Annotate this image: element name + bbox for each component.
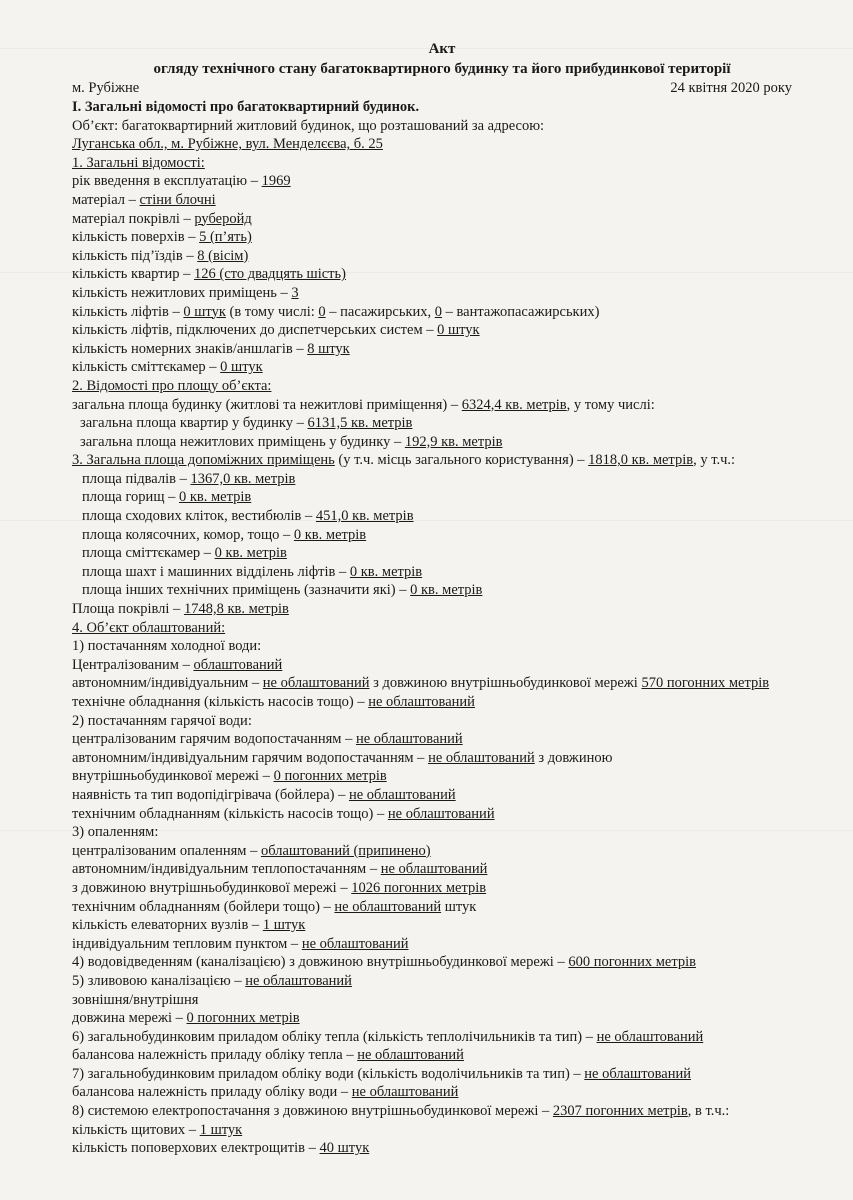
nonresidential-row: кількість нежитлових приміщень – 3 (72, 284, 299, 301)
heat-network-row: з довжиною внутрішньобудинкової мережі – 1026 погонних метрів (72, 879, 487, 896)
nonres-area-row: загальна площа нежитлових приміщень у будинку – 192,9 кв. метрів (80, 433, 503, 450)
cold-auto-row: автономним/індивідуальним – не облаштований з довжиною внутрішньобудинкової мережі 570 погонних метрів (72, 675, 770, 692)
general-heading: 1. Загальні відомості: (72, 154, 205, 171)
place-date-row (72, 79, 812, 98)
number-signs-row: кількість номерних знаків/аншлагів – 8 штук (72, 340, 350, 357)
electric-row: 8) системою електропостачання з довжиною внутрішньобудинкової мережі – 2307 погонних метрів, в т.ч.: (72, 1103, 730, 1120)
itp-row: індивідуальним тепловим пунктом – не облаштований (72, 935, 409, 952)
shafts-area-row: площа шахт і машинних відділень ліфтів – 0 кв. метрів (82, 563, 423, 580)
entrances-row: кількість під’їздів – 8 (вісім) (72, 247, 249, 264)
object-text: Об’єкт: багатоквартирний житловий будинок, що розташований за адресою: (72, 117, 545, 134)
hot-network-row: внутрішньобудинкової мережі – 0 погонних метрів (72, 768, 387, 785)
equip-heading: 4. Об’єкт облаштований: (72, 619, 226, 636)
floor-panels-row: кількість поповерхових електрощитів – 40 штук (72, 1140, 370, 1157)
document-title: Акт (428, 41, 456, 57)
lifts-dispatch-row: кількість ліфтів, підключених до диспетчерських систем – 0 штук (72, 322, 480, 339)
sewer-row: 4) водовідведенням (каналізацією) з довжиною внутрішньобудинкової мережі – 600 погонних метрів (72, 954, 696, 971)
other-area-row: площа інших технічних приміщень (зазначити які) – 0 кв. метрів (82, 582, 483, 599)
heating-heading: 3) опаленням: (72, 824, 159, 841)
section-heading: І. Загальні відомості про багатоквартирний будинок. (72, 99, 420, 115)
boiler-row: наявність та тип водопідігрівача (бойлера) – не облаштований (72, 786, 456, 803)
storm-type-row: зовнішня/внутрішня (72, 991, 199, 1008)
total-area-row: загальна площа будинку (житлові та нежитлові приміщення) – 6324,4 кв. метрів, у тому числі: (72, 396, 655, 413)
water-meter-owner-row: балансова належність приладу обліку води – не облаштований (72, 1084, 459, 1101)
elevator-nodes-row: кількість елеваторних вузлів – 1 штук (72, 917, 306, 934)
pram-area-row: площа колясочних, комор, тощо – 0 кв. метрів (82, 526, 367, 543)
attic-area-row: площа горищ – 0 кв. метрів (82, 489, 252, 506)
cold-central-row: Централізованим – облаштований (72, 656, 283, 673)
cold-tech-row: технічне обладнання (кількість насосів тощо) – не облаштований (72, 694, 475, 710)
hot-water-heading: 2) постачанням гарячої води: (72, 712, 252, 729)
address: Луганська обл., м. Рубіжне, вул. Менделєєва, б. 25 (72, 136, 383, 153)
cold-water-heading: 1) постачанням холодної води: (72, 638, 262, 655)
roof-material-row: матеріал покрівлі – руберойд (72, 210, 252, 227)
stairs-area-row: площа сходових кліток, вестибюлів – 451,0 кв. метрів (82, 508, 414, 525)
switchboards-row: кількість щитових – 1 штук (72, 1121, 243, 1138)
heat-meter-owner-row: балансова належність приладу обліку тепла – не облаштований (72, 1047, 464, 1064)
basement-area-row: площа підвалів – 1367,0 кв. метрів (82, 470, 296, 487)
apartments-row: кількість квартир – 126 (сто двадцять шість) (72, 266, 346, 283)
lifts-row: кількість ліфтів – 0 штук (в тому числі: 0 – пасажирських, 0 – вантажопасажирських) (72, 303, 600, 320)
year-row: рік введення в експлуатацію – 1969 (72, 173, 291, 190)
hot-tech-row: технічним обладнанням (кількість насосів тощо) – не облаштований (72, 805, 495, 822)
document-page (72, 40, 812, 1158)
storm-row: 5) зливовою каналізацією – не облаштований (72, 972, 352, 989)
storm-length-row: довжина мережі – 0 погонних метрів (72, 1010, 300, 1027)
floors-row: кількість поверхів – 5 (п’ять) (72, 229, 252, 246)
material-row: матеріал – стіни блочні (72, 191, 216, 208)
apartments-area-row: загальна площа квартир у будинку – 6131,5 кв. метрів (80, 415, 413, 432)
heat-central-row: централізованим опаленням – облаштований (припинено) (72, 842, 431, 859)
heat-auto-row: автономним/індивідуальним теплопостачанням – не облаштований (72, 861, 488, 878)
roof-area-row: Площа покрівлі – 1748,8 кв. метрів (72, 601, 289, 618)
hot-central-row: централізованим гарячим водопостачанням – не облаштований (72, 731, 463, 748)
garbage-area-row: площа сміттєкамер – 0 кв. метрів (82, 545, 287, 562)
area-heading: 2. Відомості про площу об’єкта: (72, 377, 272, 394)
aux-heading: 3. Загальна площа допоміжних приміщень (у т.ч. місць загального користування) – 1818,0 кв. метрів, у т.ч.: (72, 452, 736, 469)
document-subtitle: огляду технічного стану багатоквартирного будинку та його прибудинкової території (153, 61, 731, 77)
garbage-rooms-row: кількість сміттєкамер – 0 штук (72, 359, 263, 376)
document-date: 24 квітня 2020 року (670, 80, 792, 96)
heat-tech-row: технічним обладнанням (бойлери тощо) – не облаштований штук (72, 898, 477, 915)
city: м. Рубіжне (72, 80, 140, 96)
hot-auto-row: автономним/індивідуальним гарячим водопостачанням – не облаштований з довжиною (72, 749, 613, 766)
heat-meter-row: 6) загальнобудинковим приладом обліку тепла (кількість теплолічильників та тип) – не облаштований (72, 1028, 704, 1045)
water-meter-row: 7) загальнобудинковим приладом обліку води (кількість водолічильників та тип) – не облаштований (72, 1065, 691, 1082)
